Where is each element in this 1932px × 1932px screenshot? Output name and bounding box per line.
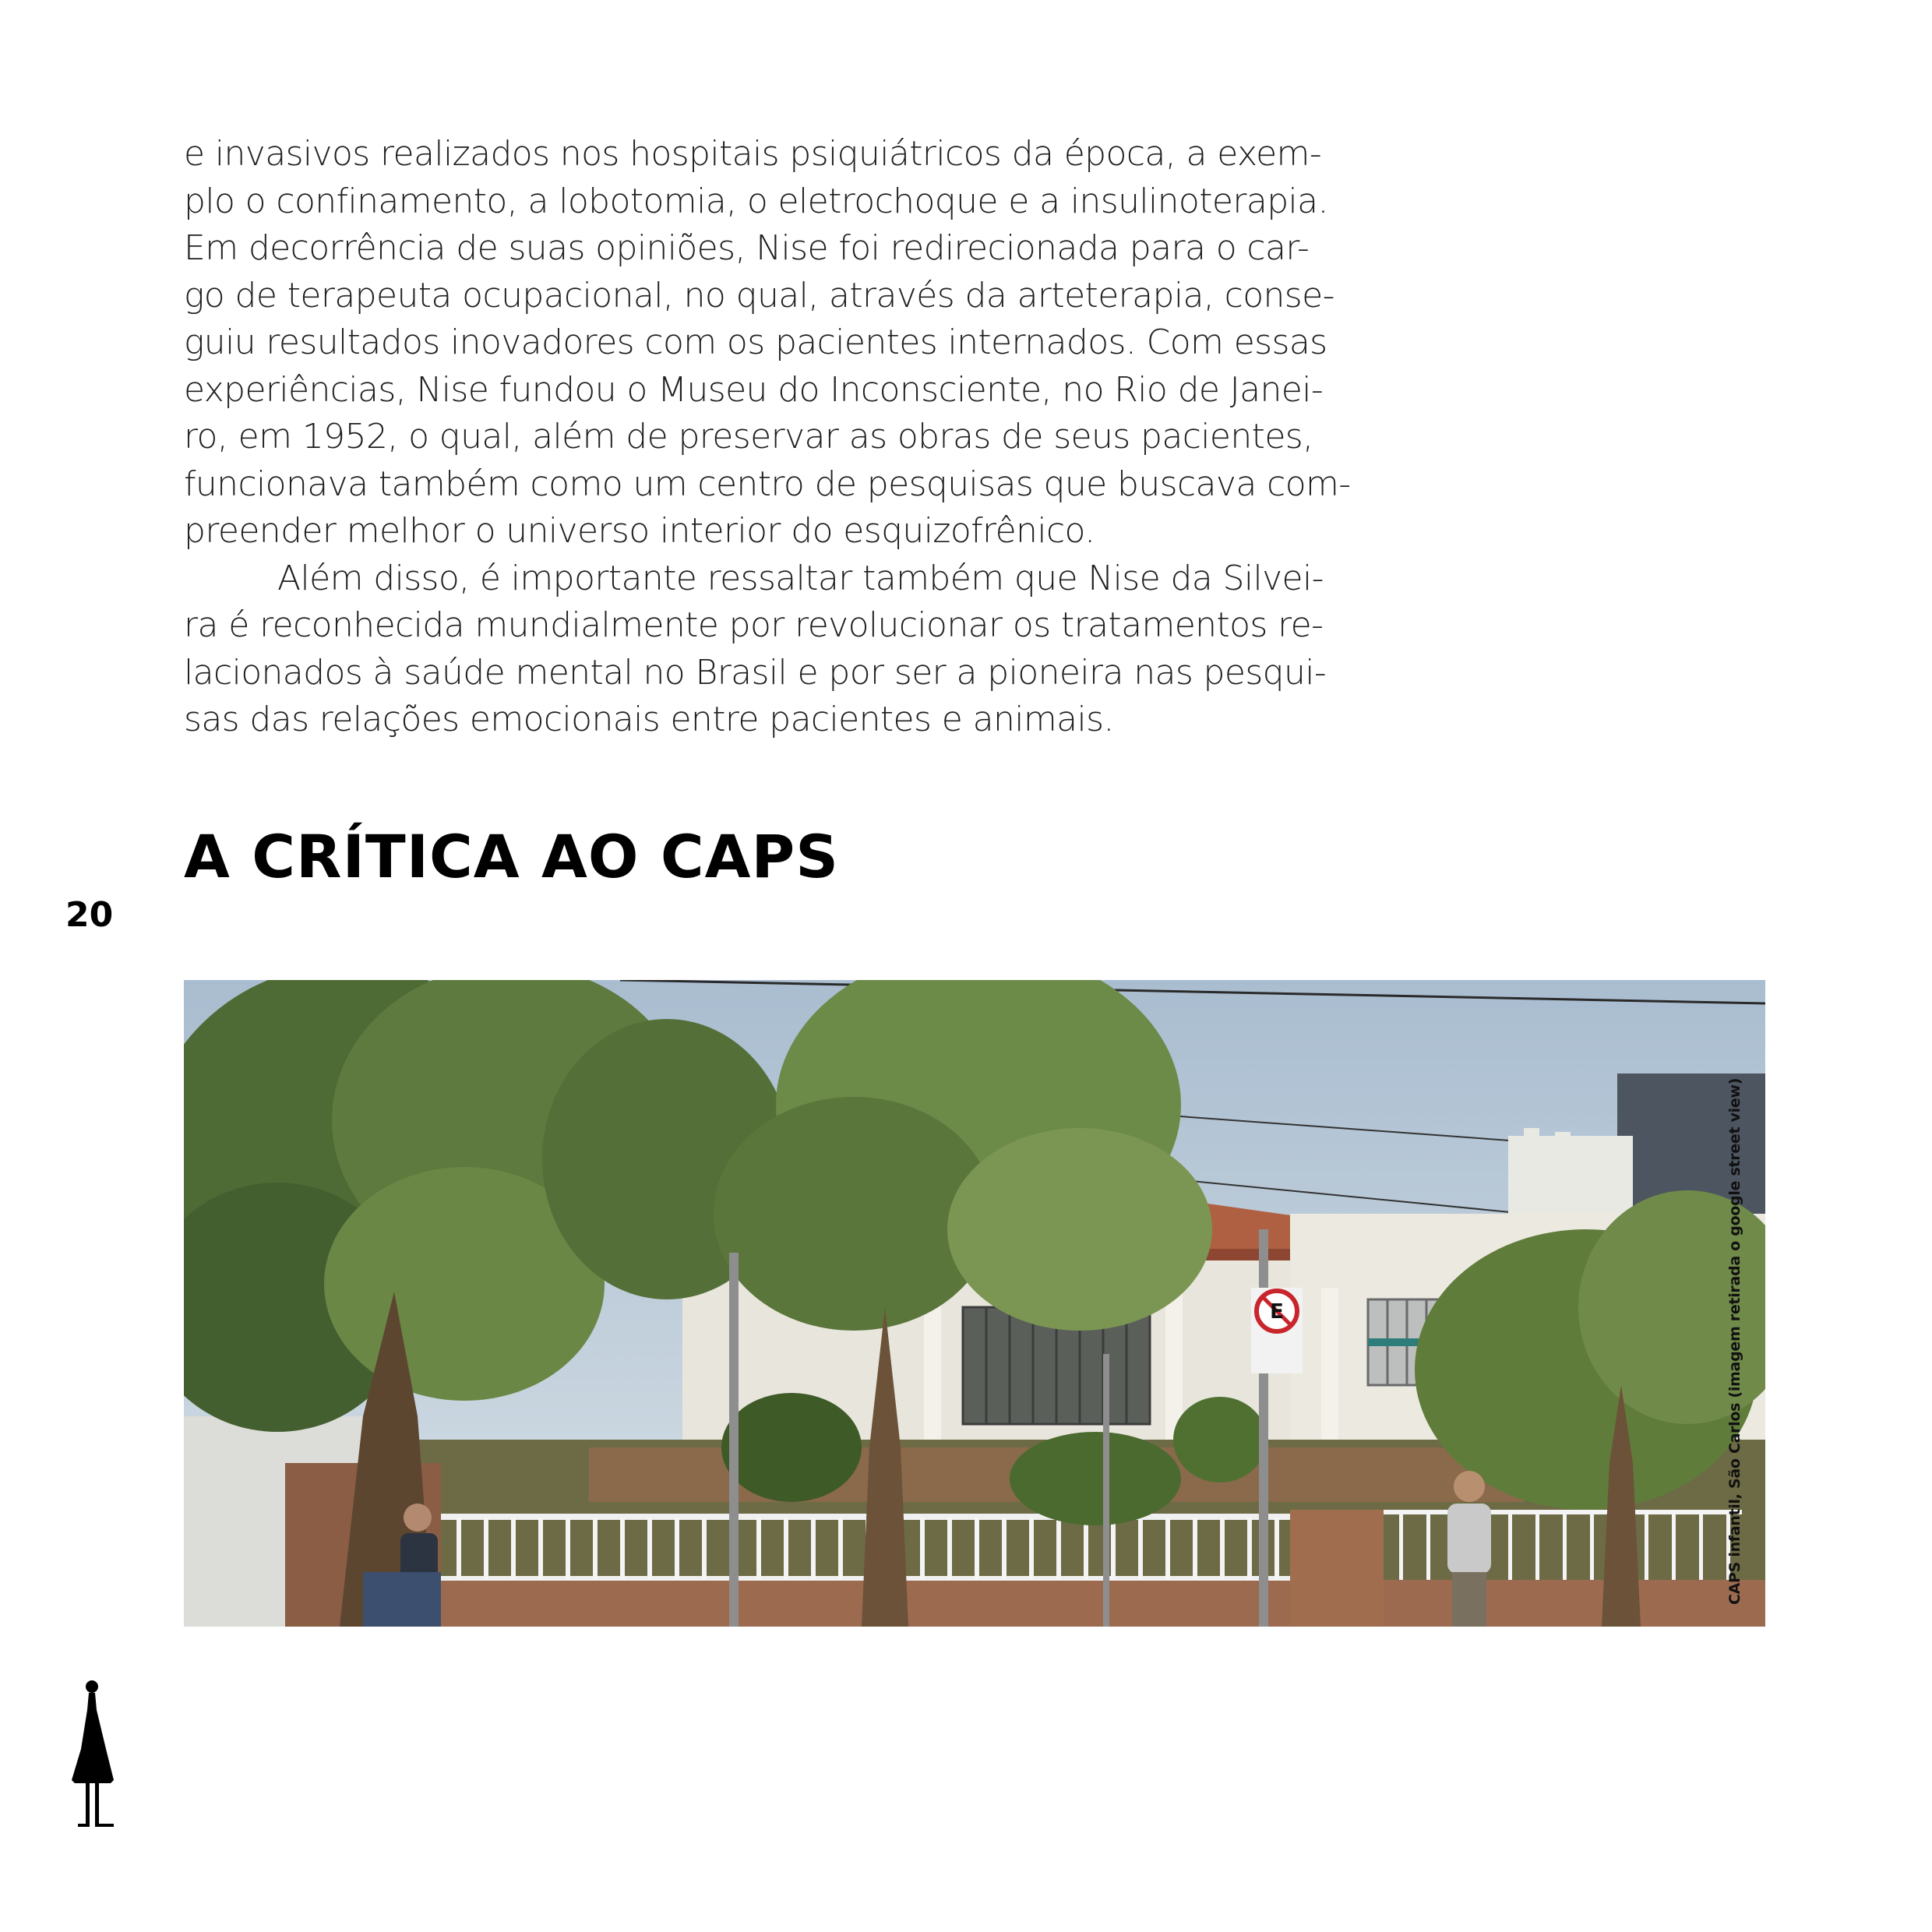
person-silhouette-icon [65,1679,122,1835]
text-line: Em decorrência de suas opiniões, Nise foi redirecionada para o car- [184,228,1310,268]
text-line: experiências, Nise fundou o Museu do Inconsciente, no Rio de Janei- [184,369,1324,410]
traffic-sign-letter: E [1270,1300,1284,1324]
text-line: Além disso, é importante ressaltar também que Nise da Silvei- [277,558,1324,598]
text-line: e invasivos realizados nos hospitais psiquiátricos da época, a exem- [184,134,1322,174]
text-line: lacionados à saúde mental no Brasil e por ser a pioneira nas pesqui- [184,652,1327,693]
text-line: plo o confinamento, a lobotomia, o eletrochoque e a insulinoterapia. [184,181,1328,221]
page-number: 20 [65,895,114,935]
caps-building-photo [184,980,1765,1627]
text-line: go de terapeuta ocupacional, no qual, através da arteterapia, conse- [184,275,1334,316]
body-text [184,131,1351,744]
section-title: A CRÍTICA AO CAPS [184,822,839,891]
text-line: ro, em 1952, o qual, além de preservar as obras de seus pacientes, [184,417,1313,457]
text-line: sas das relações emocionais entre pacientes e animais. [184,700,1114,739]
text-line: funcionava também como um centro de pesquisas que buscava com- [184,464,1351,504]
photo-caption: CAPS infantil, São Carlos (imagem retirada o google street view) [1726,1077,1743,1605]
text-line: preender melhor o universo interior do esquizofrênico. [184,511,1095,551]
text-line: guiu resultados inovadores com os pacientes internados. Com essas [184,323,1327,362]
text-line: ra é reconhecida mundialmente por revolucionar os tratamentos re- [184,605,1324,645]
